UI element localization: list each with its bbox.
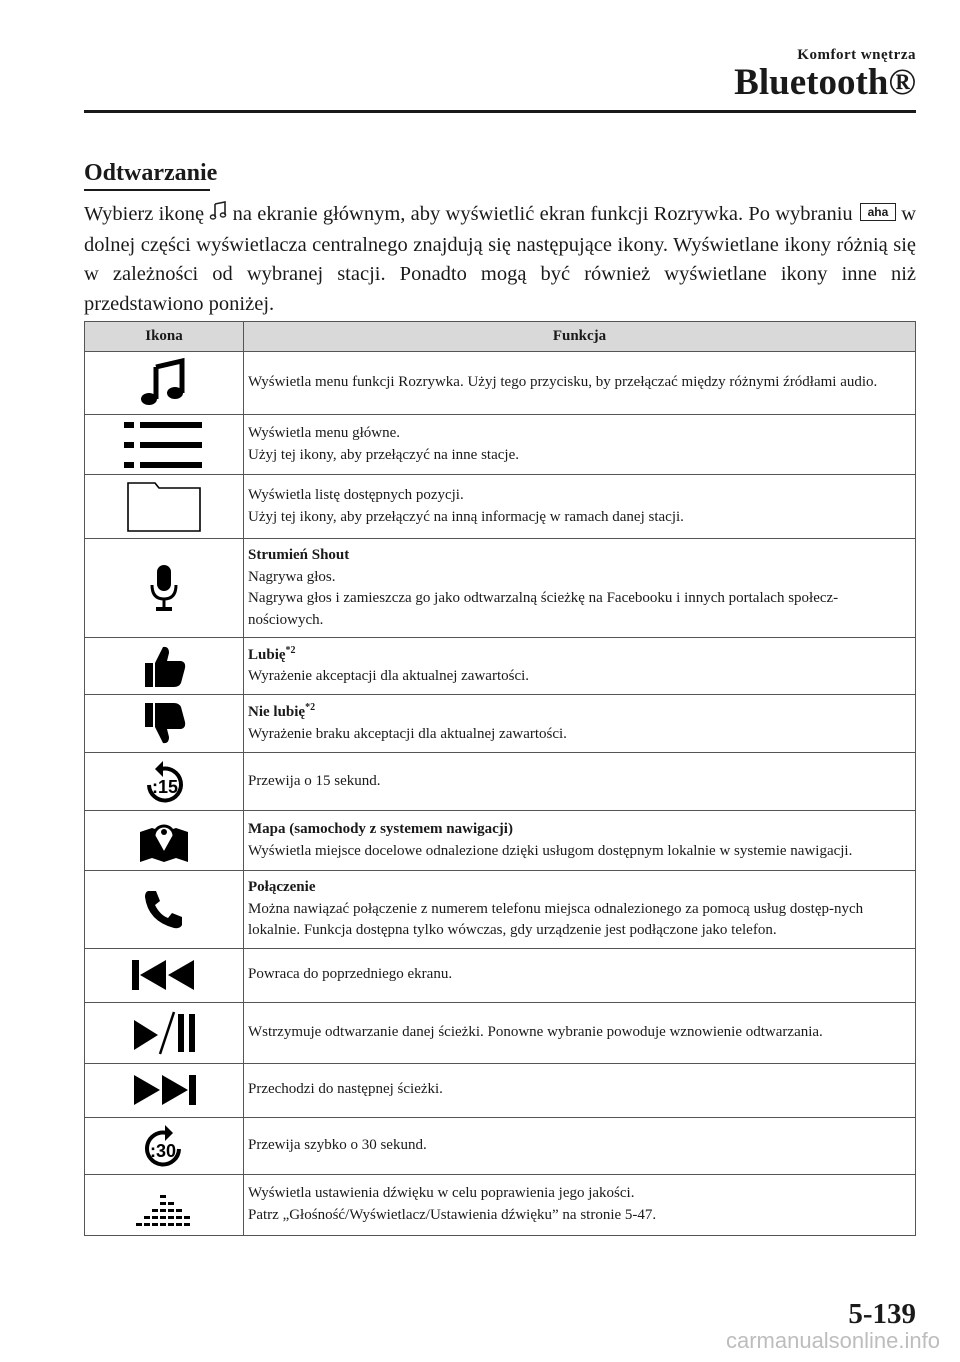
microphone-icon — [85, 563, 243, 613]
function-cell — [244, 1002, 916, 1063]
column-header-icon: Ikona — [85, 322, 244, 352]
function-title-text: Lubię — [248, 646, 286, 663]
watermark: carmanualsonline.info — [725, 1328, 940, 1353]
forward-30-icon — [85, 1121, 243, 1171]
header-rule — [84, 110, 916, 113]
table-header-row — [85, 322, 916, 352]
table-row — [85, 695, 916, 753]
function-description: Nagrywa głos i zamieszcza go jako odtwarzalną ścieżkę na Facebooku i innych portalach społecz-nościowych. — [248, 590, 839, 628]
intro-part1: Wybierz ikonę — [84, 203, 205, 225]
footnote-marker: *2 — [305, 702, 316, 713]
icon-label: :30 — [149, 1140, 177, 1161]
function-title-text: Nie lubię — [248, 704, 306, 720]
icon-cell — [85, 415, 244, 475]
folder-icon — [85, 482, 243, 532]
icon-cell — [85, 1117, 244, 1174]
icon-cell — [85, 352, 244, 415]
icon-cell — [85, 539, 244, 638]
thumbs-down-icon — [85, 701, 243, 747]
function-cell — [244, 352, 916, 415]
function-description: Przewija szybko o 30 sekund. — [248, 1136, 427, 1153]
function-description: Wyświetla menu funkcji Rozrywka. Użyj tego przycisku, by przełączać między różnymi źródłami audio. — [248, 374, 878, 391]
table-row — [85, 475, 916, 539]
function-title — [248, 702, 909, 724]
table-row — [85, 415, 916, 475]
function-description: Można nawiązać połączenie z numerem telefonu miejsca odnalezionego za pomocą usług dostęp-nych lokalnie. Funkcja dostępna tylko wówczas, gdy urządzenie jest podłączone jako telefon. — [248, 900, 864, 938]
intro-part3: w dolnej części wyświetlacza centralnego znajdują się następujące ikony. Wyświetlane ikony różnią się w zależności od wybranej stacji. Ponadto mogą być również wyświetlane ikony inne niż przedstawiono poniżej. — [84, 203, 916, 315]
function-description: Powraca do poprzedniego ekranu. — [248, 966, 453, 983]
function-title — [248, 877, 909, 899]
function-description: Nagrywa głos. — [248, 568, 336, 585]
function-title-text: Mapa (samochody z systemem nawigacji) — [248, 821, 513, 837]
function-cell — [244, 415, 916, 475]
music-note-icon — [85, 357, 243, 409]
function-title-text: Strumień Shout — [248, 547, 350, 563]
table-row — [85, 753, 916, 811]
function-cell — [244, 811, 916, 871]
table-row — [85, 638, 916, 695]
icon-cell — [85, 1002, 244, 1063]
icon-cell — [85, 811, 244, 871]
icon-cell — [85, 871, 244, 949]
table-row — [85, 539, 916, 638]
table-row — [85, 871, 916, 949]
function-cell — [244, 871, 916, 949]
table-row — [85, 1174, 916, 1235]
function-cell — [244, 475, 916, 539]
thumbs-up-icon — [85, 643, 243, 689]
function-description: Wyświetla listę dostępnych pozycji. — [248, 487, 464, 503]
intro-paragraph — [84, 200, 916, 319]
table-row — [85, 352, 916, 415]
function-description: Wyświetla ustawienia dźwięku w celu poprawienia jego jakości. — [248, 1185, 635, 1201]
function-title — [248, 545, 909, 567]
phone-icon — [85, 887, 243, 931]
header-title: Bluetooth® — [734, 62, 916, 103]
icon-cell — [85, 475, 244, 539]
music-note-icon — [209, 201, 227, 231]
function-description: Użyj tej ikony, aby przełączyć na inne stacje. — [248, 446, 519, 463]
function-cell — [244, 695, 916, 753]
function-title-text: Połączenie — [248, 879, 316, 895]
function-description: Wstrzymuje odtwarzanie danej ścieżki. Ponowne wybranie powoduje wznowienie odtwarzania. — [248, 1023, 823, 1040]
previous-track-icon — [85, 958, 243, 992]
column-header-function: Funkcja — [244, 322, 916, 352]
function-cell — [244, 638, 916, 695]
table-row — [85, 1063, 916, 1117]
function-cell — [244, 753, 916, 811]
function-description: Wyświetla menu główne. — [248, 425, 400, 441]
table-row — [85, 1002, 916, 1063]
table-body — [85, 352, 916, 1236]
table-row — [85, 811, 916, 871]
equalizer-icon — [85, 1183, 243, 1227]
icon-function-table — [84, 321, 916, 1236]
play-pause-icon — [85, 1010, 243, 1056]
icon-cell — [85, 638, 244, 695]
function-cell — [244, 539, 916, 638]
icon-cell — [85, 753, 244, 811]
icon-cell — [85, 695, 244, 753]
function-description: Wyświetla miejsce docelowe odnalezione dzięki usługom dostępnym lokalnie w systemie nawigacji. — [248, 842, 853, 859]
section-title: Odtwarzanie — [84, 160, 218, 186]
menu-list-icon — [85, 422, 243, 468]
function-description: Przechodzi do następnej ścieżki. — [248, 1081, 443, 1098]
function-description: Przewija o 15 sekund. — [248, 772, 381, 789]
function-cell — [244, 1174, 916, 1235]
next-track-icon — [85, 1073, 243, 1107]
table-row — [85, 948, 916, 1002]
function-description: Patrz „Głośność/Wyświetlacz/Ustawienia dźwięku” na stronie 5-47. — [248, 1206, 657, 1223]
function-title — [248, 819, 909, 841]
function-description: Wyrażenie braku akceptacji dla aktualnej zawartości. — [248, 725, 567, 742]
function-description: Użyj tej ikony, aby przełączyć na inną informację w ramach danej stacji. — [248, 508, 684, 525]
map-pin-icon — [85, 818, 243, 864]
section-title-underline — [84, 189, 210, 191]
icon-cell — [85, 948, 244, 1002]
function-cell — [244, 948, 916, 1002]
icon-cell — [85, 1063, 244, 1117]
function-title — [248, 645, 909, 667]
function-description: Wyrażenie akceptacji dla aktualnej zawartości. — [248, 668, 530, 684]
footnote-marker: *2 — [285, 644, 296, 656]
aha-icon: aha — [860, 203, 896, 221]
rewind-15-icon — [85, 757, 243, 807]
function-cell — [244, 1117, 916, 1174]
icon-label: :15 — [151, 776, 179, 797]
table-row — [85, 1117, 916, 1174]
function-cell — [244, 1063, 916, 1117]
intro-part2: na ekranie głównym, aby wyświetlić ekran funkcji Rozrywka. Po wybraniu — [227, 203, 858, 225]
header-section-label: Komfort wnętrza — [797, 47, 916, 63]
page-number: 5-139 — [848, 1298, 916, 1330]
icon-cell — [85, 1174, 244, 1235]
